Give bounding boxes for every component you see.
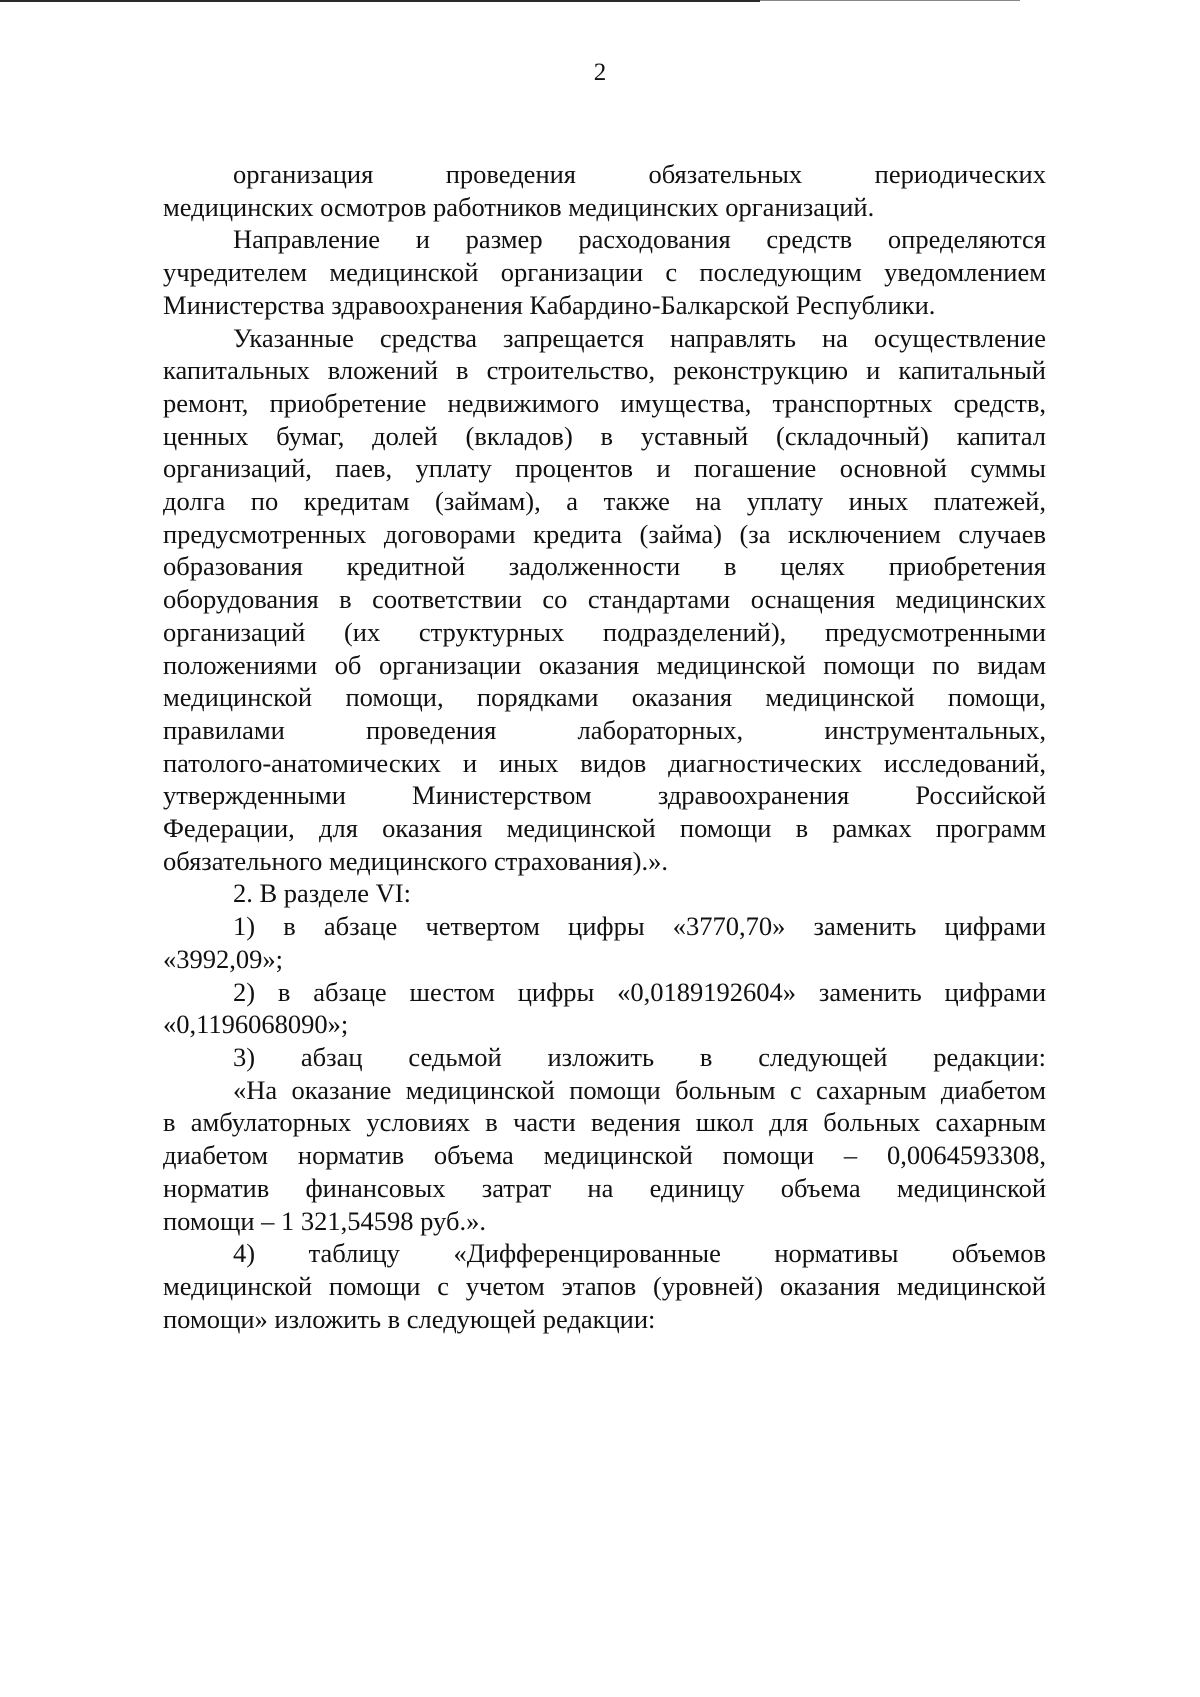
text-line: 2) в абзаце шестом цифры «0,0189192604» заменить цифрами <box>233 976 1046 1007</box>
text-line: ремонт, приобретение недвижимого имущества, транспортных средств, <box>163 387 1046 418</box>
text-line: предусмотренных договорами кредита (займа) (за исключением случаев <box>163 518 1046 549</box>
paragraph-diabetes-norm <box>163 1074 1046 1238</box>
text-line: патолого-анатомических и иных видов диагностических исследований, <box>163 747 1046 778</box>
text-line: организаций (их структурных подразделений), предусмотренными <box>163 616 1046 647</box>
text-line: медицинской помощи, порядками оказания медицинской помощи, <box>163 682 1046 713</box>
text-line: образования кредитной задолженности в целях приобретения <box>163 551 1046 582</box>
text-line: медицинской помощи с учетом этапов (уровней) оказания медицинской <box>163 1270 1046 1301</box>
text-line: медицинских осмотров работников медицинских организаций. <box>163 191 875 222</box>
paragraph-item-4 <box>163 1237 1046 1335</box>
text-line: положениями об организации оказания медицинской помощи по видам <box>163 649 1046 680</box>
text-line: «0,1196068090»; <box>163 1009 349 1040</box>
text-line: 3) абзац седьмой изложить в следующей редакции: <box>233 1041 1046 1072</box>
text-line: организаций, паев, уплату процентов и погашение основной суммы <box>163 453 1046 484</box>
text-line: Федерации, для оказания медицинской помощи в рамках программ <box>163 813 1046 844</box>
text-line: правилами проведения лабораторных, инструментальных, <box>163 714 1046 745</box>
page-number: 2 <box>593 59 607 86</box>
text-line: в амбулаторных условиях в части ведения школ для больных сахарным <box>163 1107 1046 1138</box>
text-line: «На оказание медицинской помощи больным с сахарным диабетом <box>233 1074 1046 1105</box>
text-line: Направление и размер расходования средств определяются <box>233 224 1046 255</box>
paragraph-spending-direction <box>163 223 1046 321</box>
text-line: норматив финансовых затрат на единицу объема медицинской <box>163 1172 1046 1203</box>
text-line: учредителем медицинской организации с последующим уведомлением <box>163 257 1046 288</box>
text-line: оборудования в соответствии со стандартами оснащения медицинских <box>163 584 1046 615</box>
text-line: организация проведения обязательных периодических <box>233 159 1046 189</box>
paragraph-item-2 <box>163 976 1046 1041</box>
paragraph-item-1 <box>163 910 1046 975</box>
paragraph-item-3 <box>163 1041 1046 1074</box>
paragraph-section-vi <box>163 877 1046 910</box>
text-line: 1) в абзаце четвертом цифры «3770,70» заменить цифрами <box>233 911 1046 942</box>
text-line: долга по кредитам (займам), а также на уплату иных платежей, <box>163 486 1046 517</box>
text-line: утвержденными Министерством здравоохранения Российской <box>163 780 1046 811</box>
paragraph-medical-checkups <box>163 158 1046 223</box>
text-line: обязательного медицинского страхования).». <box>163 845 668 876</box>
text-line: капитальных вложений в строительство, реконструкцию и капитальный <box>163 355 1046 386</box>
text-line: помощи – 1 321,54598 руб.». <box>163 1205 486 1236</box>
paragraph-spending-restrictions <box>163 322 1046 878</box>
text-line: Указанные средства запрещается направлять на осуществление <box>233 322 1046 353</box>
text-line: Министерства здравоохранения Кабардино-Балкарской Республики. <box>163 289 936 320</box>
text-line: диабетом норматив объема медицинской помощи – 0,0064593308, <box>163 1140 1046 1171</box>
text-line: помощи» изложить в следующей редакции: <box>163 1303 656 1334</box>
scan-edge-line-thin <box>760 0 1020 1</box>
text-line: 4) таблицу «Дифференцированные нормативы объемов <box>233 1238 1046 1269</box>
text-line: 2. В разделе VI: <box>233 878 411 909</box>
text-line: ценных бумаг, долей (вкладов) в уставный (складочный) капитал <box>163 420 1046 451</box>
document-body <box>163 158 1046 1335</box>
scan-edge-line <box>0 0 760 2</box>
text-line: «3992,09»; <box>163 943 283 974</box>
